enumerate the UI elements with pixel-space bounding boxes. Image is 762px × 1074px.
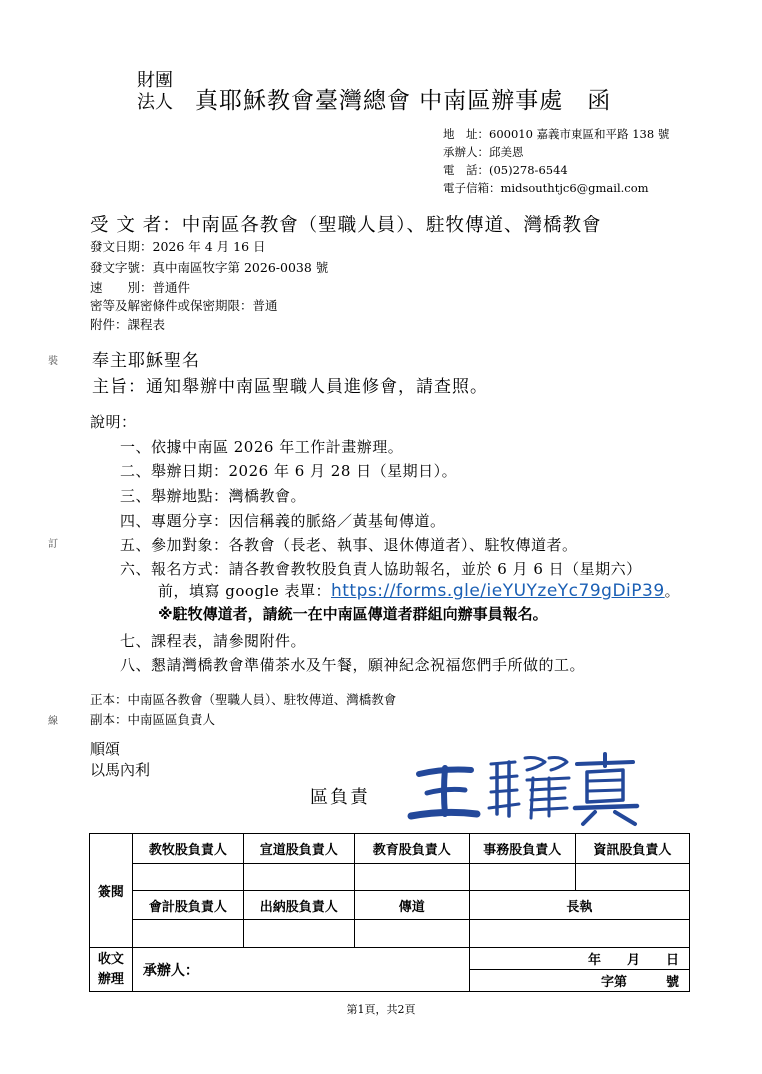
- explanation-item-3: 三、舉辦地點：灣橋教會。: [120, 487, 307, 505]
- receive-process-text: 收文辦理: [97, 951, 124, 987]
- header-preacher: 傳道: [354, 891, 469, 920]
- closing-blessing: 以馬內利: [90, 761, 151, 779]
- copy-main: 正本：中南區各教會（聖職人員）、駐牧傳道、灣橋教會: [90, 692, 397, 707]
- sign-cell-elders[interactable]: [469, 920, 689, 948]
- header-affairs-lead: 事務股負責人: [469, 834, 575, 864]
- handwritten-signature: [405, 748, 645, 828]
- sign-cell-info[interactable]: [575, 864, 689, 891]
- header-cashier-lead: 出納股負責人: [243, 891, 354, 920]
- explanation-item-5: 五、參加對象：各教會（長老、執事、退休傳道者）、駐牧傳道者。: [120, 536, 578, 554]
- contact-email: 電子信箱：midsouthtjc6@gmail.com: [443, 181, 649, 195]
- google-form-link[interactable]: https://forms.gle/ieYUYzeYc79gDiP39: [330, 581, 665, 601]
- sign-review-label: 簽閱: [90, 834, 133, 948]
- receive-process-label: [90, 948, 133, 992]
- resident-preacher-note: ※駐牧傳道者，請統一在中南區傳道者群組向辦事員報名。: [158, 605, 548, 623]
- org-prefix-line2: 法人: [137, 92, 173, 113]
- margin-mark-bind: 裝: [48, 356, 58, 367]
- explanation-item-4: 四、專題分享：因信稱義的脈絡／黃基甸傳道。: [120, 512, 446, 530]
- sign-cell-evangelism[interactable]: [243, 864, 354, 891]
- attachment-info: 附件：課程表: [90, 317, 166, 332]
- sign-cell-affairs[interactable]: [469, 864, 575, 891]
- document-number: 發文字號：真中南區牧字第 2026-0038 號: [90, 260, 329, 275]
- explanation-item-7: 七、課程表，請參閱附件。: [120, 632, 307, 650]
- header-info-lead: 資訊股負責人: [575, 834, 689, 864]
- explanation-item-6: 六、報名方式：請各教會教牧股負責人協助報名，並於 6 月 6 日（星期六）: [120, 560, 642, 578]
- explanation-item-2: 二、舉辦日期：2026 年 6 月 28 日（星期日）。: [120, 462, 458, 480]
- explanation-item-6-continued: [158, 580, 680, 601]
- sign-cell-education[interactable]: [354, 864, 469, 891]
- sign-cell-pastoral[interactable]: [132, 864, 243, 891]
- number-cell[interactable]: 字第 號: [469, 970, 689, 992]
- subject-line: 主旨：通知舉辦中南區聖職人員進修會，請查照。: [92, 377, 488, 397]
- invocation: 奉主耶穌聖名: [92, 351, 200, 371]
- registration-suffix: 。: [664, 582, 681, 600]
- contact-address: 地 址：600010 嘉義市東區和平路 138 號: [443, 127, 670, 141]
- org-type-prefix: [137, 70, 173, 114]
- contact-handler: 承辦人：邱美恩: [443, 145, 524, 159]
- explanation-label: 說明：: [90, 413, 137, 431]
- recipient-line: 受 文 者：中南區各教會（聖職人員）、駐牧傳道、灣橋教會: [90, 215, 602, 236]
- signature-label: 區負責: [310, 787, 370, 808]
- contact-phone: 電 話：(05)278-6544: [443, 163, 568, 177]
- margin-mark-staple: 訂: [48, 539, 58, 550]
- issue-date: 發文日期：2026 年 4 月 16 日: [90, 239, 266, 254]
- org-prefix-line1: 財團: [137, 70, 173, 91]
- header-education-lead: 教育股負責人: [354, 834, 469, 864]
- review-form-table: [89, 833, 690, 992]
- explanation-item-1: 一、依據中南區 2026 年工作計畫辦理。: [120, 438, 404, 456]
- handler-label: 承辦人：: [142, 962, 199, 979]
- sign-cell-cashier[interactable]: [243, 920, 354, 948]
- closing-greeting: 順頌: [90, 740, 121, 758]
- registration-prefix: 前，填寫 google 表單：: [158, 582, 331, 600]
- handler-cell[interactable]: [132, 948, 469, 992]
- copy-cc: 副本：中南區區負責人: [90, 712, 216, 727]
- explanation-item-8: 八、懇請灣橋教會準備茶水及午餐，願神紀念祝福您們手所做的工。: [120, 656, 586, 674]
- delivery-speed: 速 別：普通件: [90, 280, 191, 295]
- margin-mark-line: 線: [48, 716, 58, 727]
- org-name-title: 真耶穌教會臺灣總會 中南區辦事處 函: [195, 88, 612, 114]
- sign-cell-preacher[interactable]: [354, 920, 469, 948]
- header-evangelism-lead: 宣道股負責人: [243, 834, 354, 864]
- header-accounting-lead: 會計股負責人: [132, 891, 243, 920]
- page-footer: 第1頁，共2頁: [346, 1003, 416, 1016]
- security-level: 密等及解密條件或保密期限：普通: [90, 298, 278, 313]
- header-elders-deacons: 長執: [469, 891, 689, 920]
- date-cell[interactable]: 年 月 日: [469, 948, 689, 970]
- header-pastoral-lead: 教牧股負責人: [132, 834, 243, 864]
- sign-cell-accounting[interactable]: [132, 920, 243, 948]
